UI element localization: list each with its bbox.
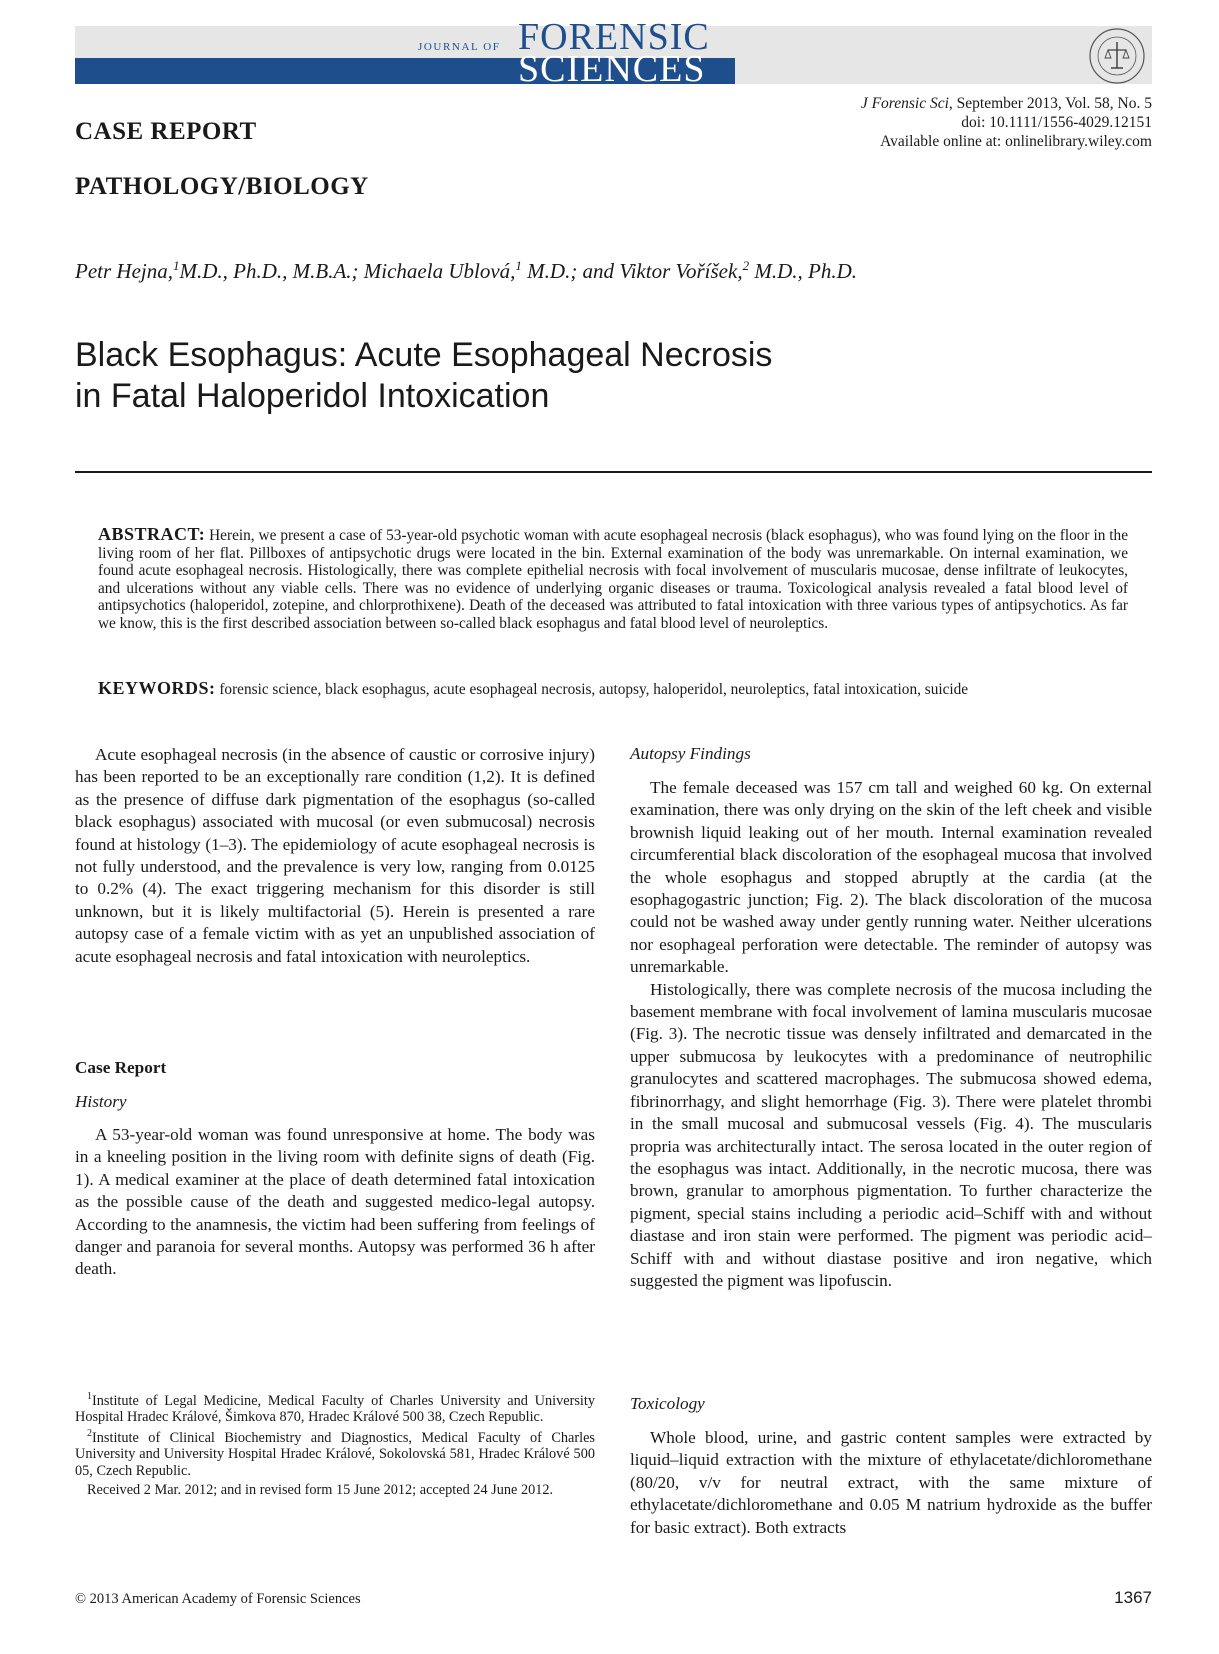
page-number: 1367 <box>1114 1588 1152 1607</box>
citation-journal: J Forensic Sci <box>860 95 949 112</box>
title-line-2: in Fatal Haloperidol Intoxication <box>75 377 550 415</box>
author-list <box>75 258 857 284</box>
abstract-text: Herein, we present a case of 53-year-old psychotic woman with acute esophageal necrosis (black esophagus), who was found lying on the floor in the living room of her flat. Pillboxes of antipsychotic drugs were located in the bin. External examination of the body was unremarkable. On internal examination, we found acute esophageal necrosis. Histologically, there was complete epithelial necrosis with focal involvement of muscularis mucosae, dense infiltrate of leukocytes, and ulcerations without any viable cells. There was no evidence of underlying organic diseases or trauma. Toxicological analysis revealed a fatal blood level of antipsychotics (haloperidol, zotepine, and chlorprothixene). Death of the deceased was attributed to fatal intoxication with three various types of antipsychotics. As far we know, this is the first described association between so-called black esophagus and fatal blood level of neuroleptics. <box>98 527 1128 632</box>
title-line-1: Black Esophagus: Acute Esophageal Necrosis <box>75 336 773 374</box>
autopsy-findings-heading: Autopsy Findings <box>630 744 751 763</box>
author-3-name: Viktor Voříšek, <box>619 259 743 283</box>
autopsy-section <box>630 777 1152 1292</box>
abstract <box>98 526 1128 632</box>
citation-block <box>861 94 1152 151</box>
abstract-label: ABSTRACT: <box>98 524 206 544</box>
journal-name-prefix: JOURNAL OF <box>418 41 501 53</box>
case-report-heading-wrap <box>75 1057 166 1079</box>
author-3-degrees: M.D., Ph.D. <box>749 259 857 283</box>
received-dates: Received 2 Mar. 2012; and in revised form 15 June 2012; accepted 24 June 2012. <box>87 1481 554 1498</box>
intro-section <box>75 744 595 968</box>
toxicology-heading: Toxicology <box>630 1394 705 1413</box>
case-report-heading: Case Report <box>75 1058 167 1077</box>
affiliation-2-marker: 2 <box>87 1427 92 1439</box>
toxicology-section <box>630 1427 1152 1539</box>
title-divider <box>75 471 1152 473</box>
author-3-affiliation: 2 <box>742 258 750 273</box>
author-2-degrees: M.D.; and <box>521 259 620 283</box>
autopsy-paragraph-1: The female deceased was 157 cm tall and weighed 60 kg. On external examination, there was only drying on the skin of the left cheek and visible brownish liquid leaking out of her mouth. Internal examination revealed circumferential black discoloration of the esophageal mucosa that involved the whole esophagus and stopped abruptly at the cardia (at the esophagogastric junction; Fig. 2). The black discoloration of the mucosa could not be washed away under gently running water. Neither ulcerations nor esophageal perforation were detectable. The reminder of autopsy was unremarkable. <box>630 778 1152 977</box>
affiliation-2: Institute of Clinical Biochemistry and Diagnostics, Medical Faculty of Charles University and University Hospital Hradec Králové, Sokolovská 581, Hradec Králové 500 05, Czech Republic. <box>75 1429 595 1479</box>
article-title <box>75 335 772 417</box>
article-section: PATHOLOGY/BIOLOGY <box>75 173 369 200</box>
academy-seal-icon <box>1087 26 1147 86</box>
affiliation-1-marker: 1 <box>87 1391 92 1402</box>
affiliation-1: Institute of Legal Medicine, Medical Faculty of Charles University and University Hospital Hradec Králové, Šimkova 870, Hradec Králové 500 38, Czech Republic. <box>75 1392 595 1426</box>
citation-volume: , September 2013, Vol. 58, No. 5 <box>948 95 1152 112</box>
journal-name-sciences: SCIENCES <box>518 48 706 90</box>
author-1-name: Petr Hejna, <box>75 259 173 283</box>
toxicology-heading-wrap <box>630 1393 705 1415</box>
keywords-text: forensic science, black esophagus, acute esophageal necrosis, autopsy, haloperidol, neuroleptics, fatal intoxication, suicide <box>215 681 969 698</box>
history-heading-wrap <box>75 1091 127 1113</box>
article-type: CASE REPORT <box>75 118 257 145</box>
author-1-degrees: M.D., Ph.D., M.B.A.; <box>179 259 364 283</box>
intro-paragraph: Acute esophageal necrosis (in the absence of caustic or corrosive injury) has been reported to be an exceptionally rare condition (1,2). It is defined as the presence of diffuse dark pigmentation of the esophagus (so-called black esophagus) associated with mucosal (or even submucosal) necrosis found at histology (1–3). The epidemiology of acute esophageal necrosis is not fully understood, and the prevalence is very low, ranging from 0.0125 to 0.2% (4). The exact triggering mechanism for this disorder is still unknown, but it is likely multifactorial (5). Herein is presented a rare autopsy case of a female victim with as yet an unpublished association of acute esophageal necrosis and fatal intoxication with neuroleptics. <box>75 745 595 966</box>
toxicology-paragraph: Whole blood, urine, and gastric content samples were extracted by liquid–liquid extraction with the mixture of ethylacetate/dichloromethane (80/20, v/v for neutral extract, with the same mixture of ethylacetate/dichloromethane and 0.05 M natrium hydroxide as the buffer for basic extract). Both extracts <box>630 1428 1152 1537</box>
copyright: © 2013 American Academy of Forensic Sciences <box>75 1591 361 1607</box>
doi: doi: 10.1111/1556-4029.12151 <box>961 114 1152 131</box>
history-paragraph: A 53-year-old woman was found unresponsive at home. The body was in a kneeling position in the living room with definite signs of death (Fig. 1). A medical examiner at the place of death determined fatal intoxication as the possible cause of the death and suggested medico-legal autopsy. According to the anamnesis, the victim had been suffering from feelings of danger and paranoia for several months. Autopsy was performed 36 h after death. <box>75 1125 595 1279</box>
autopsy-heading-wrap <box>630 743 751 765</box>
keywords-label: KEYWORDS: <box>98 678 216 698</box>
affiliation-footnotes <box>75 1389 595 1498</box>
history-heading: History <box>75 1092 127 1111</box>
author-1-affiliation: 1 <box>172 258 180 273</box>
availability: Available online at: onlinelibrary.wiley.com <box>880 133 1152 150</box>
history-section <box>75 1124 595 1281</box>
author-2-name: Michaela Ublová, <box>363 259 516 283</box>
journal-name-forensic: FORENSIC <box>518 16 710 58</box>
autopsy-paragraph-2: Histologically, there was complete necrosis of the mucosa including the basement membrane with focal involvement of lamina muscularis mucosae (Fig. 3). The necrotic tissue was densely infiltrated and demarcated in the upper submucosa by leukocytes with a predominance of neutrophilic granulocytes and scattered macrophages. The submucosa showed edema, fibrinorrhagy, and slight hemorrhage (Fig. 3). There were platelet thrombi in the small mucosal and submucosal vessels (Fig. 4). The muscularis propria was architecturally intact. The serosa located in the outer region of the esophagus was intact. Additionally, in the necrotic mucosa, there was brown, granular to amorphous pigmentation. To further characterize the pigment, special stains including a periodic acid–Schiff with and without diastase and iron stain were performed. The pigment was periodic acid–Schiff with and without diastase positive and iron negative, which suggested the pigment was lipofuscin. <box>630 979 1152 1290</box>
keywords <box>98 678 1148 699</box>
author-2-affiliation: 1 <box>515 258 522 273</box>
